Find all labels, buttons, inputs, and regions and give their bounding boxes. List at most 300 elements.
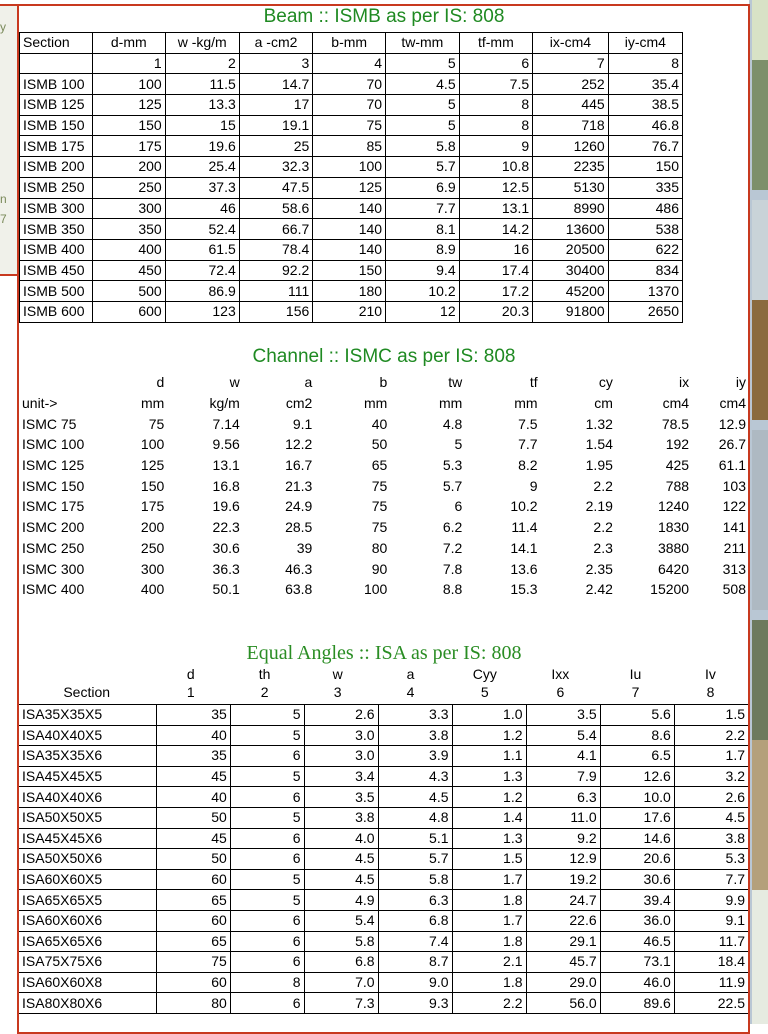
table-cell: 22.5	[674, 993, 748, 1014]
table-cell: 28.5	[285, 519, 313, 536]
table-cell: 210	[313, 301, 386, 322]
table-cell: 65	[371, 457, 388, 474]
table-cell: 61.1	[718, 457, 746, 474]
table-cell: 335	[608, 177, 682, 198]
table-cell: 39.4	[600, 890, 674, 911]
table-cell: 10.0	[600, 787, 674, 808]
beam-table	[19, 32, 683, 323]
table-cell: 9.4	[386, 260, 460, 281]
table-cell: 50	[371, 436, 388, 453]
table-row	[19, 993, 748, 1014]
table-cell: 4.0	[304, 828, 378, 849]
table-cell: 7.7	[386, 198, 460, 219]
table-cell: 50.1	[212, 581, 240, 598]
table-cell: 75	[371, 498, 388, 515]
table-row	[20, 496, 748, 517]
table-cell: ISA60X60X5	[19, 869, 156, 890]
table-cell: 9	[459, 136, 533, 157]
table-cell: 1.2	[452, 725, 526, 746]
table-cell: ISMB 200	[20, 157, 93, 178]
table-cell: 16	[459, 239, 533, 260]
table-cell: ISA80X80X6	[19, 993, 156, 1014]
table-cell: 1.8	[452, 972, 526, 993]
table-cell: 46.5	[600, 931, 674, 952]
table-cell: 37.3	[165, 177, 239, 198]
table-cell: 13.1	[212, 457, 240, 474]
table-cell: ISMC 300	[22, 560, 85, 577]
table-cell: 15.3	[510, 581, 538, 598]
table-cell: 7.3	[304, 993, 378, 1014]
header-cell: cm	[594, 395, 613, 412]
table-cell: 75	[371, 519, 388, 536]
table-row	[20, 301, 683, 322]
table-cell: 4.9	[304, 890, 378, 911]
table-cell: 7.14	[212, 415, 240, 432]
table-cell: 6	[230, 828, 304, 849]
table-cell: 1.3	[452, 766, 526, 787]
table-cell: 8	[459, 115, 533, 136]
table-cell: 30.6	[212, 539, 240, 556]
table-cell: ISMB 600	[20, 301, 93, 322]
header-cell: iy	[735, 374, 746, 391]
header-cell	[20, 665, 153, 683]
angles-header-table	[20, 665, 748, 701]
table-cell: 486	[608, 198, 682, 219]
table-cell: 40	[371, 415, 388, 432]
table-cell: 16.7	[285, 457, 313, 474]
table-cell: 140	[313, 198, 386, 219]
table-cell: 12.9	[526, 849, 600, 870]
table-cell: 39	[296, 539, 313, 556]
table-cell: 12.2	[285, 436, 313, 453]
header-cell: Iu	[629, 666, 642, 682]
table-cell: 3.0	[304, 725, 378, 746]
table-cell: 100	[92, 74, 165, 95]
table-cell: 36.3	[212, 560, 240, 577]
header-cell: a	[406, 666, 415, 682]
table-cell: 2.1	[452, 952, 526, 973]
header-cell	[20, 372, 91, 393]
table-cell: 1240	[657, 498, 690, 515]
table-cell: 5.4	[526, 725, 600, 746]
table-cell: 14.1	[510, 539, 538, 556]
table-cell: ISA50X50X5	[19, 807, 156, 828]
table-cell: 58.6	[239, 198, 313, 219]
table-cell: 5.8	[378, 869, 452, 890]
table-cell: 6	[230, 787, 304, 808]
header-cell: iy-cm4	[608, 33, 682, 54]
table-cell: 7.0	[304, 972, 378, 993]
table-cell: 7.7	[518, 436, 538, 453]
table-cell: ISA35X35X5	[19, 705, 156, 726]
header-cell: Iv	[705, 666, 716, 682]
table-cell: 45200	[533, 281, 609, 302]
table-cell: 4.3	[378, 766, 452, 787]
table-cell: 156	[239, 301, 313, 322]
table-cell: 17.4	[459, 260, 533, 281]
table-cell: 5	[230, 807, 304, 828]
table-cell: 2235	[533, 157, 609, 178]
table-row	[19, 787, 748, 808]
table-cell: 52.4	[165, 219, 239, 240]
table-cell: 2.2	[593, 477, 613, 494]
table-cell: 5.7	[442, 477, 463, 494]
table-cell: 78.5	[661, 415, 690, 432]
table-cell: 9.3	[378, 993, 452, 1014]
table-cell: 15	[165, 115, 239, 136]
table-row	[19, 807, 748, 828]
table-cell: 11.9	[674, 972, 748, 993]
table-cell: 150	[313, 260, 386, 281]
table-row	[20, 558, 748, 579]
table-row	[20, 475, 748, 496]
table-row	[19, 746, 748, 767]
table-cell: 6.8	[304, 952, 378, 973]
table-cell: 12.9	[718, 415, 746, 432]
table-cell: ISA45X45X5	[19, 766, 156, 787]
table-cell: 508	[722, 581, 746, 598]
table-cell: 7.9	[526, 766, 600, 787]
table-cell: 10.8	[459, 157, 533, 178]
table-cell: 61.5	[165, 239, 239, 260]
table-cell: 192	[665, 436, 690, 453]
table-cell: 400	[92, 239, 165, 260]
table-cell: 1.7	[452, 869, 526, 890]
table-cell: 3880	[657, 539, 690, 556]
table-row	[19, 828, 748, 849]
table-cell: 12.6	[600, 766, 674, 787]
table-cell: 1.1	[452, 746, 526, 767]
header-cell: 6	[556, 684, 565, 700]
index-cell: 5	[386, 53, 460, 74]
table-cell: 1.3	[452, 828, 526, 849]
table-cell: 21.3	[285, 477, 313, 494]
table-cell: 1.5	[452, 849, 526, 870]
table-cell: 313	[722, 560, 746, 577]
table-cell: 1.2	[452, 787, 526, 808]
table-cell: 6.5	[600, 746, 674, 767]
table-cell: 10.2	[386, 281, 460, 302]
table-cell: 11.0	[526, 807, 600, 828]
table-cell: 500	[92, 281, 165, 302]
table-cell: 89.6	[600, 993, 674, 1014]
table-row	[19, 725, 748, 746]
table-row	[20, 198, 683, 219]
table-cell: 8.2	[518, 457, 538, 474]
table-cell: 22.3	[212, 519, 240, 536]
table-cell: 36.0	[600, 910, 674, 931]
table-cell: 9.2	[526, 828, 600, 849]
table-cell: 5130	[533, 177, 609, 198]
table-cell: 175	[140, 498, 165, 515]
table-cell: 8.7	[378, 952, 452, 973]
table-cell: 45	[156, 766, 230, 787]
table-cell: 63.8	[285, 581, 313, 598]
table-cell: 30400	[533, 260, 609, 281]
table-cell: 11.7	[674, 931, 748, 952]
table-row	[20, 74, 683, 95]
header-cell: Section	[63, 684, 111, 700]
header-cell: 3	[333, 684, 342, 700]
table-cell: 8	[459, 95, 533, 116]
table-cell: 13.3	[165, 95, 239, 116]
table-row	[19, 931, 748, 952]
table-cell: 35	[156, 705, 230, 726]
table-cell: 5.1	[378, 828, 452, 849]
header-cell: Cyy	[472, 666, 497, 682]
table-cell: 6	[230, 849, 304, 870]
table-cell: 4.5	[304, 869, 378, 890]
table-cell: 11.5	[165, 74, 239, 95]
table-cell: ISMB 150	[20, 115, 93, 136]
table-cell: 211	[723, 539, 746, 556]
table-cell: 3.8	[304, 807, 378, 828]
table-cell: 11.4	[511, 519, 538, 536]
table-cell: 9.1	[674, 910, 748, 931]
table-cell: 622	[608, 239, 682, 260]
table-row	[20, 239, 683, 260]
table-cell: 9.9	[674, 890, 748, 911]
table-cell: 5	[386, 95, 460, 116]
table-cell: 60	[156, 972, 230, 993]
table-cell: 200	[140, 519, 165, 536]
table-cell: 5.4	[304, 910, 378, 931]
table-cell: 8.8	[442, 581, 463, 598]
table-cell: 175	[92, 136, 165, 157]
header-cell: th	[258, 666, 271, 682]
table-cell: 5	[230, 725, 304, 746]
fragment-char: y	[0, 20, 6, 34]
table-cell: 14.6	[600, 828, 674, 849]
table-cell: 3.8	[674, 828, 748, 849]
table-cell: 1.32	[585, 415, 613, 432]
table-cell: 2.6	[674, 787, 748, 808]
table-cell: 834	[608, 260, 682, 281]
table-cell: 72.4	[165, 260, 239, 281]
table-cell: 70	[313, 74, 386, 95]
table-cell: 4.5	[674, 807, 748, 828]
table-cell: 445	[533, 95, 609, 116]
table-cell: 150	[608, 157, 682, 178]
index-cell: 1	[92, 53, 165, 74]
header-cell: mm	[514, 395, 538, 412]
table-cell: 19.1	[239, 115, 313, 136]
table-cell: 75	[148, 415, 165, 432]
table-cell: 80	[156, 993, 230, 1014]
table-cell: 35.4	[608, 74, 682, 95]
table-cell: 1.8	[452, 890, 526, 911]
table-cell: 9.56	[212, 436, 240, 453]
table-cell: 3.5	[526, 705, 600, 726]
table-cell: 2.2	[674, 725, 748, 746]
table-cell: 6	[230, 952, 304, 973]
header-cell: unit->	[22, 395, 58, 412]
table-cell: ISA60X60X8	[19, 972, 156, 993]
table-cell: ISMB 250	[20, 177, 93, 198]
table-cell: 86.9	[165, 281, 239, 302]
table-cell: 73.1	[600, 952, 674, 973]
header-cell: d	[156, 374, 165, 391]
table-cell: 13.1	[459, 198, 533, 219]
table-cell: 25.4	[165, 157, 239, 178]
table-cell: 2.42	[585, 581, 613, 598]
table-cell: 75	[313, 115, 386, 136]
table-cell: 80	[371, 539, 388, 556]
table-row	[20, 115, 683, 136]
table-row	[19, 766, 748, 787]
table-cell: 600	[92, 301, 165, 322]
table-cell: 718	[533, 115, 609, 136]
header-cell: w	[332, 666, 343, 682]
table-cell: 22.6	[526, 910, 600, 931]
angles-index-row	[20, 683, 748, 701]
table-cell: 47.5	[239, 177, 313, 198]
table-cell: 3.4	[304, 766, 378, 787]
table-cell: 8	[230, 972, 304, 993]
table-cell: 350	[92, 219, 165, 240]
table-cell: 3.5	[304, 787, 378, 808]
table-row	[20, 434, 748, 455]
header-cell: 1	[186, 684, 195, 700]
header-cell: tf	[529, 374, 538, 391]
table-cell: 5.8	[386, 136, 460, 157]
table-row	[19, 890, 748, 911]
table-cell: 200	[92, 157, 165, 178]
table-cell: 46.0	[600, 972, 674, 993]
header-cell: cm4	[662, 395, 690, 412]
table-cell: 7.5	[459, 74, 533, 95]
table-cell: 45.7	[526, 952, 600, 973]
table-cell: 5.3	[442, 457, 463, 474]
table-cell: ISMC 125	[22, 457, 85, 474]
table-row	[20, 95, 683, 116]
table-cell: 45	[156, 828, 230, 849]
header-cell: a -cm2	[239, 33, 313, 54]
table-cell: 9.1	[292, 415, 313, 432]
table-cell: 38.5	[608, 95, 682, 116]
table-row	[20, 219, 683, 240]
table-cell: 50	[156, 849, 230, 870]
table-cell: 75	[371, 477, 388, 494]
table-cell: 9	[529, 477, 538, 494]
header-cell: 4	[406, 684, 415, 700]
table-cell: 180	[313, 281, 386, 302]
table-cell: 450	[92, 260, 165, 281]
table-cell: 8.9	[386, 239, 460, 260]
table-cell: 14.7	[239, 74, 313, 95]
header-cell: 2	[260, 684, 269, 700]
table-cell: ISMC 100	[22, 436, 85, 453]
header-cell: mm	[363, 395, 388, 412]
table-cell: 18.4	[674, 952, 748, 973]
table-cell: 75	[156, 952, 230, 973]
table-cell: 1830	[657, 519, 690, 536]
table-cell: 125	[313, 177, 386, 198]
table-cell: 6.3	[378, 890, 452, 911]
table-cell: ISMC 250	[22, 539, 85, 556]
table-cell: 2.3	[593, 539, 613, 556]
table-cell: ISA75X75X6	[19, 952, 156, 973]
table-cell: 65	[156, 890, 230, 911]
table-cell: 16.8	[212, 477, 240, 494]
table-cell: 250	[140, 539, 165, 556]
header-cell: Section	[20, 33, 93, 54]
table-cell: 5.6	[600, 705, 674, 726]
table-cell: 17.6	[600, 807, 674, 828]
table-cell: 5	[454, 436, 463, 453]
table-cell: 7.8	[442, 560, 463, 577]
table-cell: 78.4	[239, 239, 313, 260]
table-cell: 24.9	[285, 498, 313, 515]
table-cell: 5	[230, 705, 304, 726]
table-row	[20, 260, 683, 281]
table-cell: 5	[230, 869, 304, 890]
fragment-char: n	[0, 192, 7, 206]
table-cell: 538	[608, 219, 682, 240]
header-cell: ix-cm4	[533, 33, 609, 54]
table-cell: 13.6	[510, 560, 538, 577]
header-cell: b-mm	[313, 33, 386, 54]
table-cell: ISMC 400	[22, 581, 85, 598]
table-cell: 3.8	[378, 725, 452, 746]
index-cell: 8	[608, 53, 682, 74]
table-cell: 2.35	[585, 560, 613, 577]
table-cell: 5.3	[674, 849, 748, 870]
table-cell: 90	[371, 560, 388, 577]
header-cell: a	[304, 374, 313, 391]
channel-symbol-row	[20, 372, 748, 393]
header-cell: ix	[678, 374, 690, 391]
table-row	[19, 705, 748, 726]
table-cell: 8990	[533, 198, 609, 219]
table-cell: ISA40X40X6	[19, 787, 156, 808]
header-cell: 8	[706, 684, 715, 700]
table-cell: 32.3	[239, 157, 313, 178]
table-cell: ISMB 400	[20, 239, 93, 260]
table-cell: 6	[230, 993, 304, 1014]
beam-header-row	[20, 33, 683, 54]
channel-title: Channel :: ISMC as per IS: 808	[252, 346, 516, 367]
table-cell: ISMB 450	[20, 260, 93, 281]
table-cell: 8.6	[600, 725, 674, 746]
table-cell: 1.7	[674, 746, 748, 767]
table-cell: 100	[363, 581, 388, 598]
header-cell: mm	[140, 395, 165, 412]
table-cell: 6	[230, 931, 304, 952]
table-cell: 5	[386, 115, 460, 136]
table-row	[20, 538, 748, 559]
table-cell: 5.7	[386, 157, 460, 178]
beam-index-row	[20, 53, 683, 74]
table-cell: 1370	[608, 281, 682, 302]
table-cell: 20.6	[600, 849, 674, 870]
table-cell: 3.0	[304, 746, 378, 767]
fragment-char: 7	[0, 212, 7, 226]
table-cell: 14.2	[459, 219, 533, 240]
table-cell: 4.5	[386, 74, 460, 95]
table-cell: 60	[156, 910, 230, 931]
table-row	[20, 177, 683, 198]
table-cell: 35	[156, 746, 230, 767]
angles-table	[19, 704, 748, 1014]
table-cell: 6420	[657, 560, 690, 577]
header-cell: kg/m	[209, 395, 240, 412]
table-cell: ISMB 125	[20, 95, 93, 116]
table-cell: 46	[165, 198, 239, 219]
table-cell: 17	[239, 95, 313, 116]
table-cell: 6.9	[386, 177, 460, 198]
table-cell: 19.2	[526, 869, 600, 890]
